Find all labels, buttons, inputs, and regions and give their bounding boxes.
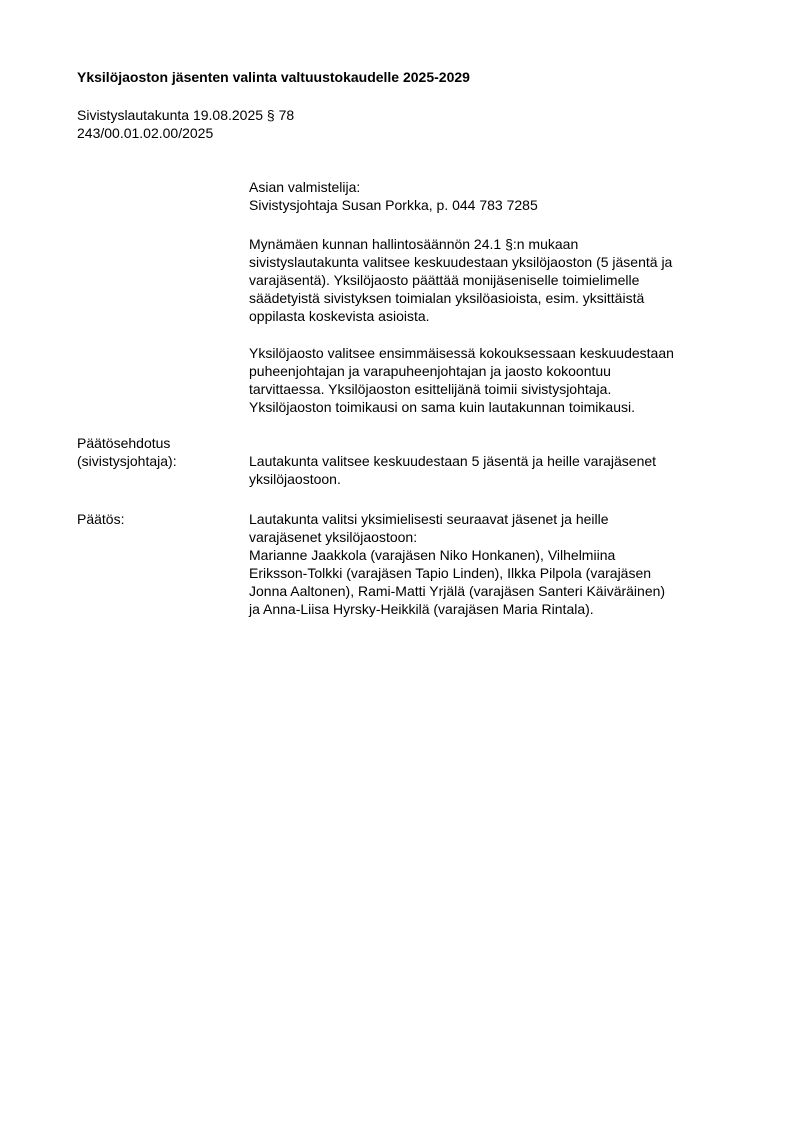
paragraph-line: Yksilöjaoston toimikausi on sama kuin lautakunnan toimikausi. — [249, 399, 635, 415]
decision-line: ja Anna-Liisa Hyrsky-Heikkilä (varajäsen Maria Rintala). — [249, 601, 594, 617]
decision-text — [249, 510, 749, 618]
decision-line: Jonna Aaltonen), Rami-Matti Yrjälä (varajäsen Santeri Käiväräinen) — [249, 583, 666, 599]
proposal-label — [77, 434, 177, 470]
decision-label: Päätös: — [77, 511, 125, 527]
record-number: 243/00.01.02.00/2025 — [77, 125, 214, 141]
paragraph-line: tarvittaessa. Yksilöjaoston esittelijänä toimii sivistysjohtaja. — [249, 381, 612, 397]
background-paragraph-1 — [249, 235, 749, 325]
preparer-section — [249, 178, 749, 214]
paragraph-line: varajäsentä). Yksilöjaosto päättää monijäseniselle toimielimelle — [249, 272, 640, 288]
document-title: Yksilöjaoston jäsenten valinta valtuustokaudelle 2025-2029 — [77, 69, 470, 85]
decision-line: Lautakunta valitsi yksimielisesti seuraavat jäsenet ja heille — [249, 511, 609, 527]
meeting-line: Sivistyslautakunta 19.08.2025 § 78 — [77, 107, 295, 123]
preparer-name: Sivistysjohtaja Susan Porkka, p. 044 783 7285 — [249, 197, 538, 213]
preparer-heading: Asian valmistelija: — [249, 179, 361, 195]
decision-line: varajäsenet yksilöjaostoon: — [249, 529, 418, 545]
proposal-text — [249, 452, 749, 488]
proposal-label-line-1: Päätösehdotus — [77, 435, 171, 451]
proposal-label-line-2: (sivistysjohtaja): — [77, 453, 177, 469]
background-paragraph-2 — [249, 344, 749, 416]
paragraph-line: Yksilöjaosto valitsee ensimmäisessä kokouksessaan keskuudestaan — [249, 345, 674, 361]
paragraph-line: sivistyslautakunta valitsee keskuudestaan yksilöjaoston (5 jäsentä ja — [249, 254, 673, 270]
paragraph-line: Mynämäen kunnan hallintosäännön 24.1 §:n mukaan — [249, 236, 579, 252]
paragraph-line: säädetyistä sivistyksen toimialan yksilöasioista, esim. yksittäistä — [249, 290, 645, 306]
proposal-line: Lautakunta valitsee keskuudestaan 5 jäsentä ja heille varajäsenet — [249, 453, 657, 469]
paragraph-line: oppilasta koskevista asioista. — [249, 308, 430, 324]
proposal-line: yksilöjaostoon. — [249, 471, 341, 487]
decision-line: Marianne Jaakkola (varajäsen Niko Honkanen), Vilhelmiina — [249, 547, 616, 563]
meeting-meta — [77, 106, 294, 142]
paragraph-line: puheenjohtajan ja varapuheenjohtajan ja jaosto kokoontuu — [249, 363, 611, 379]
decision-line: Eriksson-Tolkki (varajäsen Tapio Linden), Ilkka Pilpola (varajäsen — [249, 565, 652, 581]
